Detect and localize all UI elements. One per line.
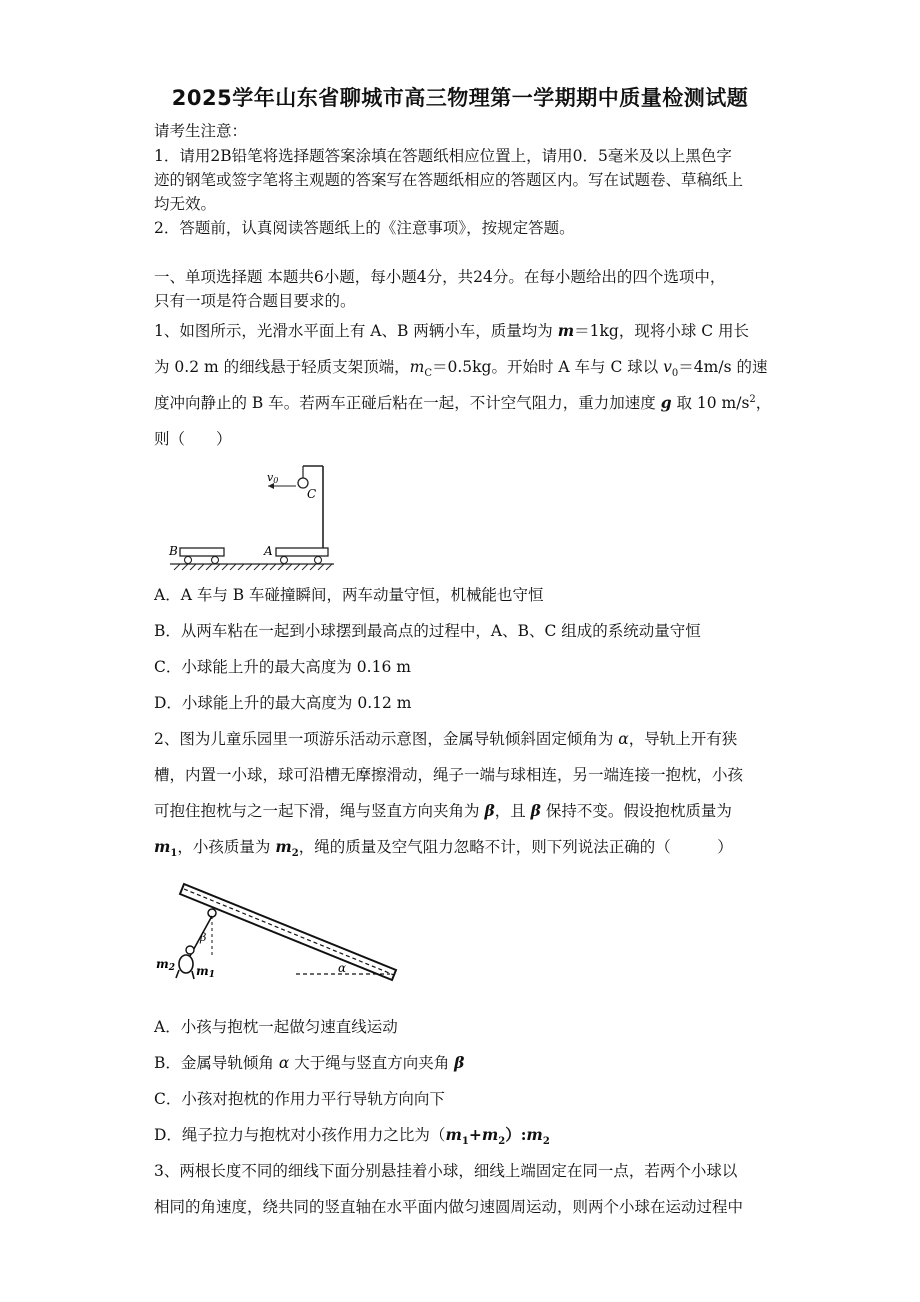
q1-stem-line: 1、如图所示，光滑水平面上有 A、B 两辆小车，质量均为 m＝1kg，现将小球 C 用长 [154,321,750,340]
label-m2: m2 [156,957,175,973]
groove-ball [208,909,216,917]
car-b [180,548,224,556]
label-m1: m1 [196,964,215,980]
q2-stem-line: 2、图为儿童乐园里一项游乐活动示意图，金属导轨倾斜固定倾角为 α，导轨上开有狭 [154,730,738,748]
q2-stem-line: 可抱住抱枕与之一起下滑，绳与竖直方向夹角为 β，且 β 保持不变。假设抱枕质量为 [154,801,732,820]
q2-stem-line: $m_1$，小孩质量为 $m_2$，绳的质量及空气阻力忽略不计，则下列说法正确的（ ） [154,837,733,860]
notice-line: 1．请用2B铅笔将选择题答案涂填在答题纸相应位置上，请用0．5毫米及以上黑色字 [154,147,732,165]
q1-diagram [168,458,338,576]
q3-stem-line: 3、两根长度不同的细线下面分别悬挂着小球，细线上端固定在同一点，若两个小球以 [154,1162,738,1180]
q1-stem-line: 度冲向静止的 B 车。若两车正碰后粘在一起，不计空气阻力，重力加速度 g 取 10 $m/s^2$， [154,393,772,412]
label-a: A [264,544,273,558]
q1-option-a: A．A 车与 B 车碰撞瞬间，两车动量守恒，机械能也守恒 [154,586,544,604]
q3-stem-line: 相同的角速度，绕共同的竖直轴在水平面内做匀速圆周运动，则两个小球在运动过程中 [154,1198,744,1216]
car-a [276,548,328,556]
label-beta: β [200,931,207,944]
q1-option-d: D．小球能上升的最大高度为 0.12 m [154,694,412,712]
q2-option-d: D．绳子拉力与抱枕对小孩作用力之比为$(m_1+m_2):m_2$ [154,1125,550,1148]
notice-line: 2．答题前，认真阅读答题纸上的《注意事项》，按规定答题。 [154,219,575,237]
q1-option-b: B．从两车粘在一起到小球摆到最高点的过程中，A、B、C 组成的系统动量守恒 [154,622,701,640]
section-heading: 一、单项选择题 本题共6小题，每小题4分，共24分。在每小题给出的四个选项中， [154,268,726,286]
notice-line: 均无效。 [154,195,217,213]
label-v0: v0 [267,471,279,485]
label-alpha: α [338,961,347,975]
q1-stem-line: 为 0.2 m 的细线悬于轻质支架顶端，$m_C=0.5kg$。开始时 A 车与 C 球以 $v_0=4m/s$ 的速 [154,358,768,380]
notice-heading: 请考生注意： [154,122,248,140]
q1-option-c: C．小球能上升的最大高度为 0.16 m [154,658,411,676]
label-b: B [169,544,178,558]
label-c: C [307,487,317,501]
section-heading: 只有一项是符合题目要求的。 [154,292,356,310]
q2-option-b: B．金属导轨倾角 α 大于绳与竖直方向夹角 β [154,1053,465,1072]
q2-stem-line: 槽，内置一小球，球可沿槽无摩擦滑动，绳子一端与球相连，另一端连接一抱枕，小孩 [154,766,744,784]
q2-option-a: A．小孩与抱枕一起做匀速直线运动 [154,1018,398,1036]
q1-stem-line: 则（ ） [154,430,232,448]
q2-diagram [154,878,400,990]
page-title: 2025学年山东省聊城市高三物理第一学期期中质量检测试题 [171,86,749,110]
child-pillow [179,955,193,973]
notice-line: 迹的钢笔或签字笔将主观题的答案写在答题纸相应的答题区内。写在试题卷、草稿纸上 [154,171,744,189]
q2-option-c: C．小孩对抱枕的作用力平行导轨方向向下 [154,1090,445,1108]
